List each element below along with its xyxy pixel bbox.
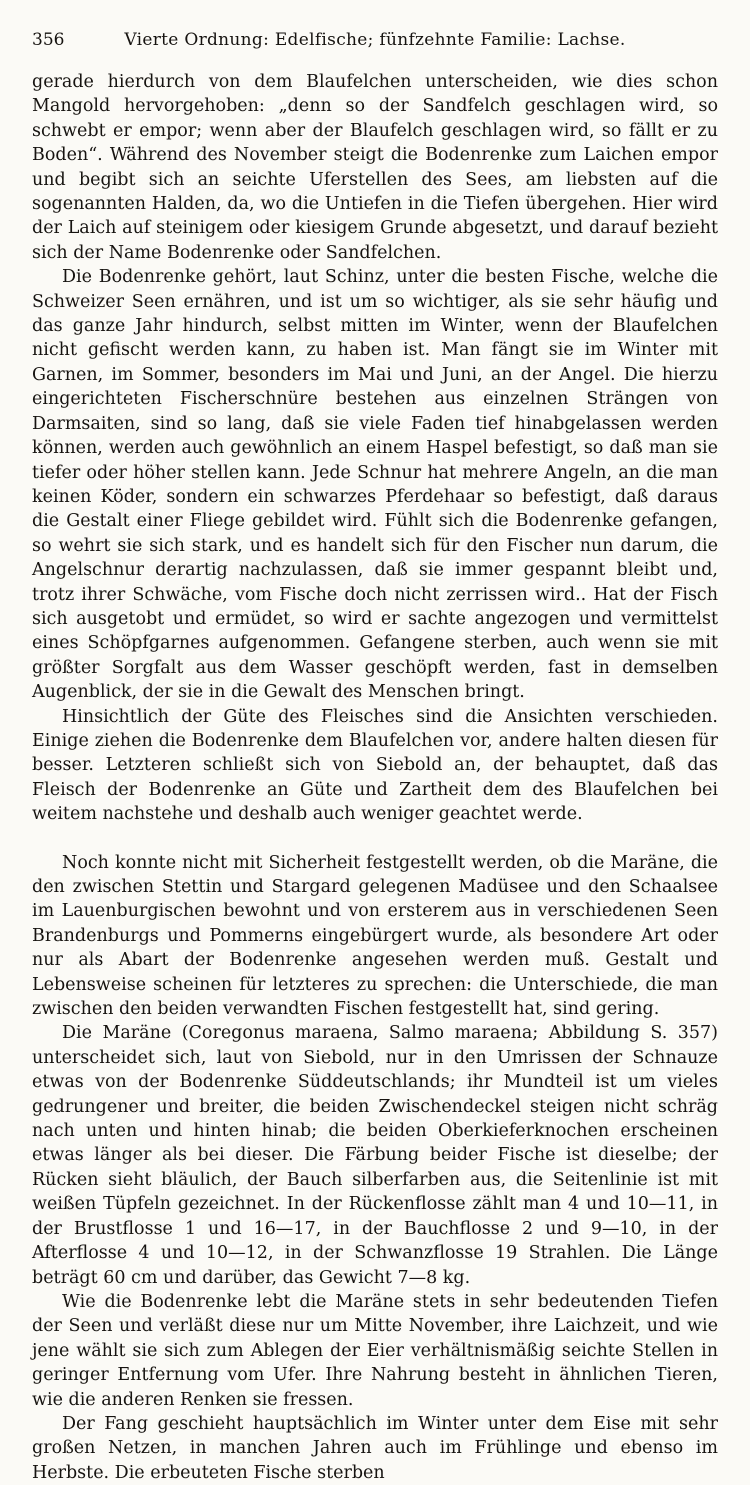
paragraph: Hinsichtlich der Güte des Fleisches sind die Ansichten verschieden. Einige ziehen die Bodenrenke dem Blaufelchen vor, andere halten diesen für besser. Letzteren schließt sich von Siebold an, der behauptet, daß das Fleisch der Bodenrenke an Güte und Zartheit dem des Blaufelchen bei weitem nachstehe und deshalb auch weniger geachtet werde. [32,706,718,825]
running-title: Vierte Ordnung: Edelfische; fünfzehnte Familie: Lachse. [124,30,626,50]
paragraph: Der Fang geschieht hauptsächlich im Winter unter dem Eise mit sehr großen Netzen, in manchen Jahren auch im Frühlinge und ebenso im Herbste. Die erbeuteten Fische sterben [32,1413,718,1483]
paragraph: Wie die Bodenrenke lebt die Maräne stets in sehr bedeutenden Tiefen der Seen und verläßt diese nur um Mitte November, ihre Laichzeit, und wie jene wählt sie sich zum Ablegen der Eier verhältnismäßig seichte Stellen in geringer Entfernung vom Ufer. Ihre Nahrung besteht in ähnlichen Tieren, wie die anderen Renken sie fressen. [32,1291,718,1410]
paragraph: Die Maräne (Coregonus maraena, Salmo maraena; Abbildung S. 357) unterscheidet sich, laut von Siebold, nur in den Umrissen der Schnauze etwas von der Bodenrenke Süddeutschlands; ihr Mundteil ist um vieles gedrungener und breiter, die beiden Zwischendeckel steigen nicht schräg nach unten und hinten hinab; die beiden Oberkieferknochen erscheinen etwas länger als bei dieser. Die Färbung beider Fische ist dieselbe; der Rücken sieht bläulich, der Bauch silberfarben aus, die Seitenlinie ist mit weißen Tüpfeln gezeichnet. In der Rückenflosse zählt man 4 und 10—11, in der Brustflosse 1 und 16—17, in der Bauchflosse 2 und 9—10, in der Afterflosse 4 und 10—12, in der Schwanzflosse 19 Strahlen. Die Länge beträgt 60 cm und darüber, das Gewicht 7—8 kg. [32,1023,718,1288]
paragraph: Noch konnte nicht mit Sicherheit festgestellt werden, ob die Maräne, die den zwischen Stettin und Stargard gelegenen Madüsee und den Schaalsee im Lauenburgischen bewohnt und von ersterem aus in verschiedenen Seen Brandenburgs und Pommerns eingebürgert wurde, als besondere Art oder nur als Abart der Bodenrenke angesehen werden muß. Gestalt und Lebensweise scheinen für letzteres zu sprechen: die Unterschiede, die man zwischen den beiden verwandten Fischen festgestellt hat, sind gering. [32,852,718,1020]
paragraph: Die Bodenrenke gehört, laut Schinz, unter die besten Fische, welche die Schweizer Seen ernähren, und ist um so wichtiger, als sie sehr häufig und das ganze Jahr hindurch, selbst mitten im Winter, wenn der Blaufelchen nicht gefischt werden kann, zu haben ist. Man fängt sie im Winter mit Garnen, im Sommer, besonders im Mai und Juni, an der Angel. Die hierzu eingerichteten Fischerschnüre bestehen aus einzelnen Strängen von Darmsaiten, sind so lang, daß sie viele Faden tief hinabgelassen werden können, werden auch gewöhnlich an einem Haspel befestigt, so daß man sie tiefer oder höher stellen kann. Jede Schnur hat mehrere Angeln, an die man keinen Köder, sondern ein schwarzes Pferdehaar so befestigt, daß daraus die Gestalt einer Fliege gebildet wird. Fühlt sich die Bodenrenke gefangen, so wehrt sie sich stark, und es handelt sich für den Fischer nun darum, die Angelschnur derartig nachzulassen, daß sie immer gespannt bleibt und, trotz ihrer Schwäche, vom Fische doch nicht zerrissen wird.. Hat der Fisch sich ausgetobt und ermüdet, so wird er sachte angezogen und vermittelst eines Schöpfgarnes aufgenommen. Gefangene sterben, auch wenn sie mit größter Sorgfalt aus dem Wasser geschöpft werden, fast in demselben Augenblick, der sie in die Gewalt des Menschen bringt. [32,267,718,703]
paragraph: gerade hierdurch von dem Blaufelchen unterscheiden, wie dies schon Mangold hervorgehoben: „denn so der Sandfelch geschlagen wird, so schwebt er empor; wenn aber der Blaufelch geschlagen wird, so fällt er zu Boden“. Während des November steigt die Bodenrenke zum Laichen empor und begibt sich an seichte Uferstellen des Sees, am liebsten auf die sogenannten Halden, da, wo die Untiefen in die Tiefen übergehen. Hier wird der Laich auf steinigem oder kiesigem Grunde abgesetzt, und darauf bezieht sich der Name Bodenrenke oder Sandfelchen. [32,72,718,263]
body-text [32,70,718,1483]
page-number: 356 [32,30,65,50]
page-header [32,30,718,56]
